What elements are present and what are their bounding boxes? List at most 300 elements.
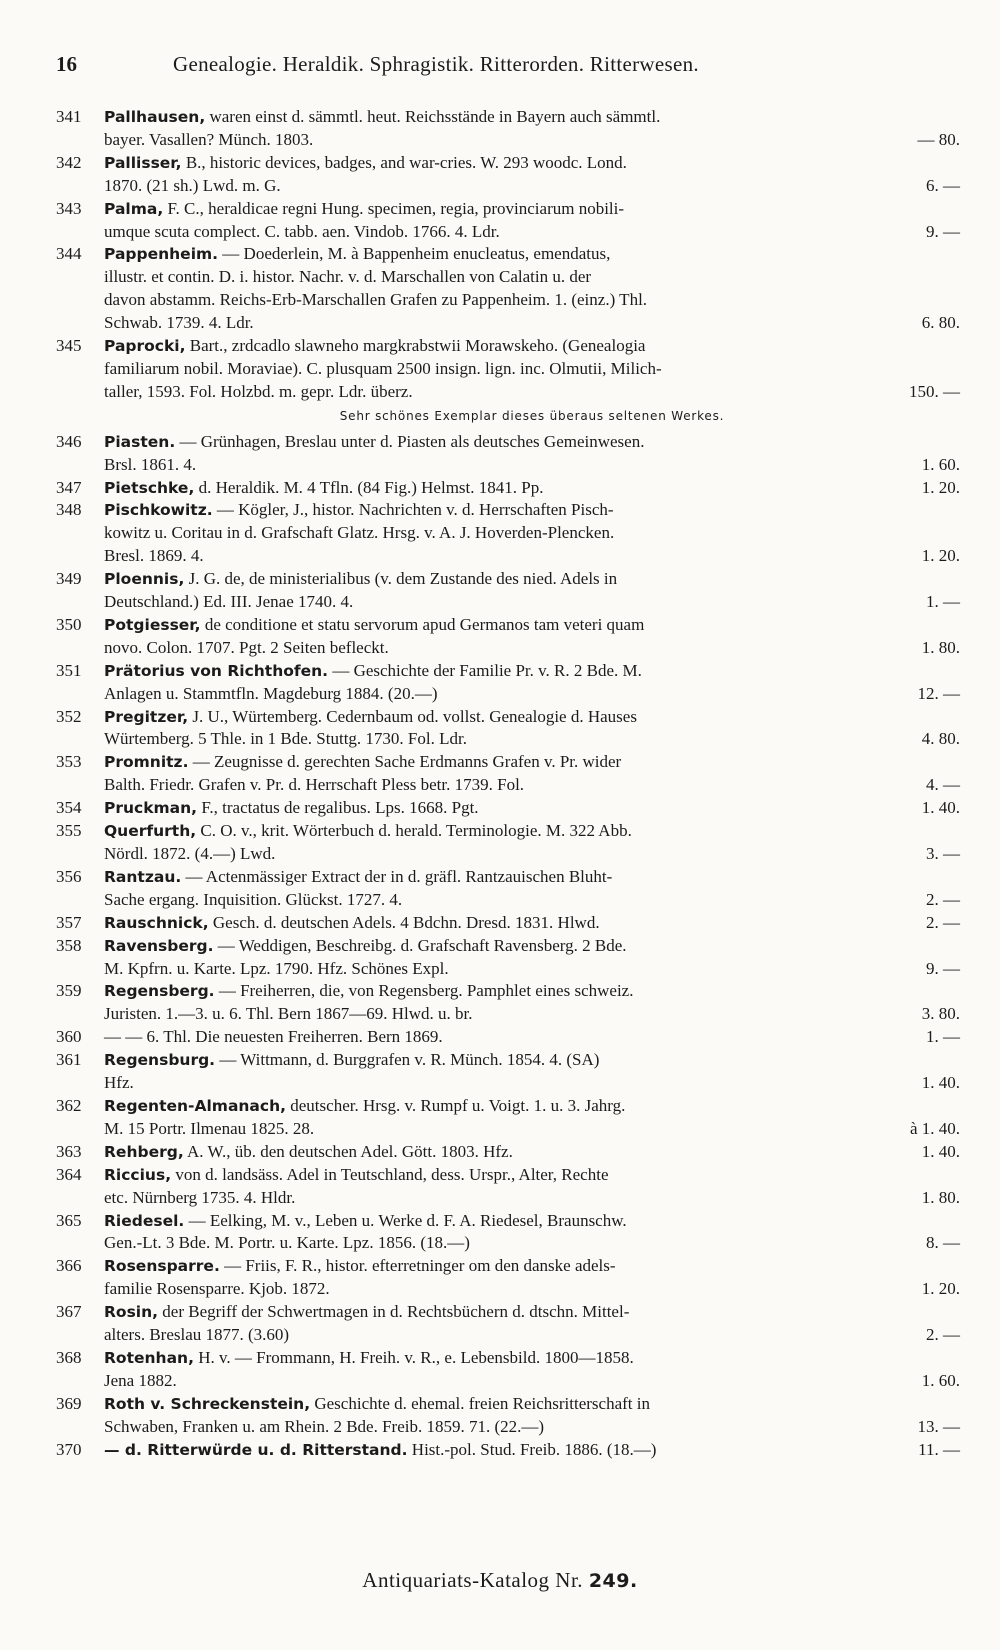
entry-keyword: Regensberg. — [104, 982, 215, 1001]
entry-price: — 80. — [917, 129, 960, 149]
entry-body — [104, 106, 960, 152]
entry-line — [104, 935, 960, 958]
entry-number: 367 — [56, 1302, 82, 1322]
entry-line — [104, 289, 960, 312]
entry-line-text: deutscher. Hrsg. v. Rumpf u. Voigt. 1. u. 3. Jahrg. — [290, 1095, 626, 1115]
entry-number: 342 — [56, 152, 82, 172]
entry-line-text: F. C., heraldicae regni Hung. specimen, regia, provinciarum nobili- — [167, 198, 625, 218]
entry-price: 8. — — [926, 1233, 960, 1253]
entry-body — [104, 1210, 960, 1256]
entry-price: 4. 80. — [921, 729, 960, 749]
entry-number: 361 — [56, 1050, 82, 1070]
entry-number: 363 — [56, 1141, 82, 1161]
entry-line — [104, 381, 960, 404]
entry-line-text: — — 6. Thl. Die neuesten Freiherren. Bern 1869. — [104, 1027, 443, 1047]
entry-line — [104, 614, 960, 637]
entry-keyword: Prätorius von Richthofen. — [104, 661, 329, 680]
entry-line — [104, 889, 960, 912]
entry-text — [104, 1394, 650, 1413]
entry-price: 6. — — [926, 175, 960, 195]
entry-keyword: Rauschnick, — [104, 913, 209, 932]
entry-number: 351 — [56, 660, 82, 680]
entry-line — [104, 1347, 960, 1370]
entry-price: 9. — — [926, 958, 960, 978]
entry-price: 3. — — [926, 844, 960, 863]
entry-line-text: Gen.-Lt. 3 Bde. M. Portr. u. Karte. Lpz. 1856. (18.—) — [104, 1233, 470, 1253]
entry-body — [104, 499, 960, 568]
entry-number: 362 — [56, 1095, 82, 1115]
entry-text — [104, 1072, 134, 1095]
entry-line-text: der Begriff der Schwertmagen in d. Rechtsbüchern d. dtschn. Mittel- — [162, 1302, 630, 1322]
entry-keyword: Rantzau. — [104, 867, 182, 886]
entry-body — [104, 152, 960, 198]
catalog-entry — [56, 1255, 960, 1301]
entry-body — [104, 706, 960, 752]
entry-line-text: Anlagen u. Stammtfln. Magdeburg 1884. (20.—) — [104, 683, 438, 703]
entry-keyword: Pischkowitz. — [104, 501, 213, 520]
entry-line-text: novo. Colon. 1707. Pgt. 2 Seiten befleckt. — [104, 637, 389, 657]
entry-line-text: bayer. Vasallen? Münch. 1803. — [104, 129, 314, 149]
entry-line-text: J. U., Würtemberg. Cedernbaum od. vollst. Genealogie d. Hauses — [192, 706, 637, 726]
entry-price: 150. — — [909, 381, 960, 401]
entry-line-text: Sache ergang. Inquisition. Glückst. 1727. 4. — [104, 889, 403, 909]
entry-number: 345 — [56, 336, 82, 356]
catalog-number: 249. — [588, 1570, 638, 1592]
entry-price: 4. — — [926, 775, 960, 795]
entry-line — [104, 312, 960, 335]
entry-price: 1. 40. — [921, 1073, 960, 1093]
entry-number: 358 — [56, 935, 82, 955]
entry-line-text: — Eelking, M. v., Leben u. Werke d. F. A. Riedesel, Braunschw. — [188, 1210, 627, 1230]
catalog-entry — [56, 1439, 960, 1462]
entry-line-text: alters. Breslau 1877. (3.60) — [104, 1325, 290, 1345]
entry-text — [104, 290, 647, 309]
entry-text — [104, 707, 637, 726]
entry-keyword: — d. Ritterwürde u. d. Ritterstand. — [104, 1440, 408, 1459]
entry-line — [104, 175, 960, 198]
catalog-entry — [56, 1347, 960, 1393]
entry-body — [104, 935, 960, 981]
entry-text — [104, 199, 624, 218]
entry-text — [104, 981, 633, 1000]
entry-line-text: familie Rosensparre. Kjob. 1872. — [104, 1279, 330, 1299]
entry-text — [104, 381, 413, 404]
entry-text — [104, 454, 196, 477]
entry-line — [104, 106, 960, 129]
entry-line — [104, 706, 960, 729]
entry-text — [104, 175, 281, 198]
entry-line-text: Würtemberg. 5 Thle. in 1 Bde. Stuttg. 1730. Fol. Ldr. — [104, 729, 467, 749]
entry-keyword: Piasten. — [104, 432, 176, 451]
entry-line-text: waren einst d. sämmtl. heut. Reichsstände in Bayern auch sämmtl. — [209, 107, 661, 126]
entry-line-text: Bart., zrdcadlo slawneho margkrabstwii Morawskeho. (Genealogia — [189, 336, 646, 356]
entry-line — [104, 1049, 960, 1072]
entry-line-text: Geschichte d. ehemal. freien Reichsritterschaft in — [314, 1393, 650, 1413]
catalog-entry — [56, 152, 960, 198]
entry-line — [104, 152, 960, 175]
entry-keyword: Rehberg, — [104, 1142, 184, 1161]
entry-line-text: — Weddigen, Beschreibg. d. Grafschaft Ravensberg. 2 Bde. — [217, 935, 627, 955]
entry-number: 370 — [56, 1439, 82, 1459]
entry-line-text: d. Heraldik. M. 4 Tfln. (84 Fig.) Helmst. 1841. Pp. — [198, 477, 544, 497]
entry-text — [104, 1211, 627, 1230]
entry-text — [104, 661, 642, 680]
catalog-entry — [56, 477, 960, 500]
entry-line — [104, 545, 960, 568]
entry-number: 354 — [56, 798, 82, 818]
entry-line-text: Gesch. d. deutschen Adels. 4 Bdchn. Dresd. 1831. Hlwd. — [212, 912, 600, 932]
entry-text — [104, 359, 662, 378]
entry-line-text: — Friis, F. R., histor. efterretninger om den danske adels- — [224, 1256, 616, 1276]
entry-line — [104, 980, 960, 1003]
entry-price: 1. 20. — [921, 546, 960, 566]
entry-line-text: — Actenmässiger Extract der in d. gräfl. Rantzauischen Bluht- — [185, 866, 613, 886]
entry-body — [104, 614, 960, 660]
entry-line — [104, 1255, 960, 1278]
entry-text — [104, 1141, 513, 1164]
entry-line — [104, 660, 960, 683]
entry-line-text: Brsl. 1861. 4. — [104, 454, 197, 474]
entry-line — [104, 820, 960, 843]
entry-body — [104, 660, 960, 706]
entry-text — [104, 545, 204, 568]
entry-line-text: Bresl. 1869. 4. — [104, 546, 204, 566]
entry-text — [104, 958, 449, 981]
catalog-entry — [56, 706, 960, 752]
entry-keyword: Regensburg. — [104, 1051, 216, 1070]
entry-line — [104, 1324, 960, 1347]
entry-price: 1. 40. — [921, 798, 960, 818]
entry-line-text: — Doederlein, M. à Bappenheim enucleatus, emendatus, — [222, 244, 611, 264]
entry-keyword: Ravensberg. — [104, 936, 214, 955]
entry-text — [104, 683, 438, 706]
entry-keyword: Pallisser, — [104, 153, 182, 172]
entry-text — [104, 221, 500, 244]
entry-line-text: Schwab. 1739. 4. Ldr. — [104, 313, 254, 333]
entry-text — [104, 797, 479, 820]
entry-line — [104, 266, 960, 289]
entry-text — [104, 1302, 629, 1321]
entry-line — [104, 1003, 960, 1026]
entry-line-text: Balth. Friedr. Grafen v. Pr. d. Herrschaft Pless betr. 1739. Fol. — [104, 775, 525, 795]
entry-line-text: umque scuta complect. C. tabb. aen. Vindob. 1766. 4. Ldr. — [104, 221, 500, 241]
entry-text — [104, 912, 600, 935]
entry-text — [104, 843, 275, 866]
entry-line — [104, 522, 960, 545]
entry-text — [104, 936, 627, 955]
entry-price: 11. — — [918, 1439, 960, 1459]
catalog-entry — [56, 1393, 960, 1439]
entry-body — [104, 477, 960, 500]
catalog-entry — [56, 660, 960, 706]
entry-body — [104, 1164, 960, 1210]
entry-text — [104, 1324, 289, 1347]
entry-body — [104, 820, 960, 866]
entry-line-text: Jena 1882. — [104, 1370, 177, 1390]
entry-body — [104, 568, 960, 614]
entry-keyword: Riedesel. — [104, 1211, 185, 1230]
entry-text — [104, 153, 627, 172]
entry-keyword: Pietschke, — [104, 478, 195, 497]
entry-text — [104, 867, 612, 886]
entry-number: 353 — [56, 752, 82, 772]
entry-number: 348 — [56, 500, 82, 520]
catalog-entry — [56, 820, 960, 866]
entry-line — [104, 797, 960, 820]
entry-number: 359 — [56, 981, 82, 1001]
entry-text — [104, 107, 660, 126]
entry-keyword: Rotenhan, — [104, 1348, 194, 1367]
entry-text — [104, 1439, 656, 1462]
catalog-entry — [56, 614, 960, 660]
catalog-entry — [56, 751, 960, 797]
entry-line — [104, 1164, 960, 1187]
entry-number: 344 — [56, 244, 82, 264]
entry-text — [104, 1370, 177, 1393]
page-header — [56, 52, 960, 92]
entry-text — [104, 752, 621, 771]
catalog-entry — [56, 499, 960, 568]
entry-body — [104, 1141, 960, 1164]
entry-text — [104, 312, 254, 335]
entry-line — [104, 358, 960, 381]
entry-number: 343 — [56, 198, 82, 218]
entry-text — [104, 267, 591, 286]
entry-body — [104, 1439, 960, 1462]
entry-text — [104, 569, 617, 588]
entry-text — [104, 432, 644, 451]
entry-body — [104, 797, 960, 820]
page-footer — [0, 1568, 1000, 1593]
entry-text — [104, 1165, 609, 1184]
entry-price: 3. 80. — [921, 1004, 960, 1024]
entry-number: 356 — [56, 866, 82, 886]
entry-note: Sehr schönes Exemplar dieses überaus seltenen Werkes. — [339, 408, 725, 423]
entry-keyword: Paprocki, — [104, 337, 186, 356]
entry-line — [104, 1416, 960, 1439]
entry-body — [104, 1301, 960, 1347]
entry-line — [104, 1393, 960, 1416]
entry-text — [104, 129, 313, 152]
entry-price: 1. 60. — [921, 1370, 960, 1390]
entry-line-text: C. O. v., krit. Wörterbuch d. herald. Terminologie. M. 322 Abb. — [200, 821, 632, 841]
entry-text — [104, 1416, 544, 1439]
entry-line-text: davon abstamm. Reichs-Erb-Marschallen Grafen zu Pappenheim. 1. (einz.) Thl. — [104, 290, 648, 310]
entry-line — [104, 866, 960, 889]
catalog-entry — [56, 243, 960, 335]
entry-line — [104, 591, 960, 614]
entry-line-text: taller, 1593. Fol. Holzbd. m. gepr. Ldr. überz. — [104, 381, 413, 401]
entry-number: 347 — [56, 477, 82, 497]
entry-body — [104, 1393, 960, 1439]
catalog-entry — [56, 568, 960, 614]
entry-line — [104, 1210, 960, 1233]
entry-line-text: Juristen. 1.—3. u. 6. Thl. Bern 1867—69. Hlwd. u. br. — [104, 1004, 473, 1024]
entry-line — [104, 431, 960, 454]
entry-number: 364 — [56, 1164, 82, 1184]
entry-line — [104, 1187, 960, 1210]
catalog-entry — [56, 1049, 960, 1095]
entry-text — [104, 1232, 470, 1255]
entry-body — [104, 866, 960, 912]
entry-line — [104, 454, 960, 477]
entry-line-text: de conditione et statu servorum apud Germanos tam veteri quam — [204, 614, 645, 634]
catalog-entry — [56, 1095, 960, 1141]
entry-line-text: — Wittmann, d. Burggrafen v. R. Münch. 1854. 4. (SA) — [219, 1050, 600, 1070]
entry-price: 1. 80. — [921, 1187, 960, 1207]
entry-keyword: Pregitzer, — [104, 707, 189, 726]
catalog-label: Antiquariats-Katalog Nr. — [362, 1568, 584, 1592]
entry-line-text: H. v. — Frommann, H. Freih. v. R., e. Lebensbild. 1800—1858. — [198, 1347, 634, 1367]
entry-line — [104, 1278, 960, 1301]
entry-line-text: von d. landsäss. Adel in Teutschland, dess. Urspr., Alter, Rechte — [175, 1164, 609, 1184]
catalog-entry — [56, 198, 960, 244]
entry-line — [104, 198, 960, 221]
entry-line-text: — Zeugnisse d. gerechten Sache Erdmanns Grafen v. Pr. wider — [192, 752, 622, 772]
entry-line-text: — Geschichte der Familie Pr. v. R. 2 Bde. M. — [332, 660, 642, 680]
entry-body — [104, 912, 960, 935]
entry-text — [104, 244, 610, 263]
entry-text — [104, 1118, 314, 1141]
entry-line — [104, 243, 960, 266]
entry-line-text: Hfz. — [104, 1073, 134, 1093]
entry-body — [104, 1026, 960, 1049]
entry-keyword: Rosensparre. — [104, 1257, 220, 1276]
entry-price: 2. — — [926, 912, 960, 932]
entry-line — [104, 1301, 960, 1324]
page-number: 16 — [56, 52, 77, 76]
catalog-entry — [56, 1210, 960, 1256]
entry-keyword: Pruckman, — [104, 799, 198, 818]
entry-price: 2. — — [926, 889, 960, 909]
entry-line — [104, 843, 960, 866]
entry-line-text: J. G. de, de ministerialibus (v. dem Zustande des nied. Adels in — [188, 569, 618, 589]
entry-line — [104, 637, 960, 660]
entry-body — [104, 1095, 960, 1141]
entry-text — [104, 591, 353, 614]
entry-line-text: — Freiherren, die, von Regensberg. Pamphlet eines schweiz. — [218, 981, 634, 1001]
entry-price: 13. — — [917, 1416, 960, 1436]
entry-text — [104, 728, 467, 751]
entry-number: 346 — [56, 431, 82, 451]
entry-price: 1. — — [926, 592, 960, 612]
entry-line-text: kowitz u. Coritau in d. Grafschaft Glatz. Hrsg. v. A. J. Hoverden-Plencken. — [104, 523, 615, 543]
entry-line-text: — Grünhagen, Breslau unter d. Piasten als deutsches Gemeinwesen. — [179, 431, 645, 451]
entry-text — [104, 523, 614, 542]
entry-line-text: Schwaben, Franken u. am Rhein. 2 Bde. Freib. 1859. 71. (22.—) — [104, 1416, 545, 1436]
entry-text — [104, 1278, 330, 1301]
entry-line — [104, 1118, 960, 1141]
running-head: Genealogie. Heraldik. Sphragistik. Ritterorden. Ritterwesen. — [173, 52, 699, 76]
entry-line — [104, 1095, 960, 1118]
entry-line — [104, 129, 960, 152]
entry-keyword: Rosin, — [104, 1303, 159, 1322]
entry-text — [104, 774, 524, 797]
entry-line — [104, 221, 960, 244]
catalog-entry — [56, 866, 960, 912]
entry-line-text: M. Kpfrn. u. Karte. Lpz. 1790. Hfz. Schönes Expl. — [104, 958, 449, 978]
entry-keyword: Pappenheim. — [104, 245, 219, 264]
catalog-entry — [56, 1141, 960, 1164]
entry-text — [104, 615, 644, 634]
entry-line-text: A. W., üb. den deutschen Adel. Gött. 1803. Hfz. — [187, 1141, 513, 1161]
entry-number: 350 — [56, 614, 82, 634]
entry-body — [104, 1255, 960, 1301]
entry-keyword: Ploennis, — [104, 570, 185, 589]
entry-number: 341 — [56, 107, 82, 126]
entry-body — [104, 198, 960, 244]
entry-line — [104, 568, 960, 591]
entry-body — [104, 335, 960, 431]
entry-text — [104, 336, 645, 355]
entry-number: 360 — [56, 1027, 82, 1047]
entry-line-text: Nördl. 1872. (4.—) Lwd. — [104, 844, 276, 863]
entry-keyword: Potgiesser, — [104, 615, 201, 634]
catalog-entry — [56, 1164, 960, 1210]
entry-text — [104, 637, 389, 660]
entry-price: à 1. 40. — [909, 1118, 960, 1138]
entry-text — [104, 1348, 634, 1367]
catalog-entry — [56, 912, 960, 935]
entry-line — [104, 1370, 960, 1393]
entry-price: 1. 40. — [921, 1141, 960, 1161]
entry-line — [104, 751, 960, 774]
entry-number: 352 — [56, 706, 82, 726]
entry-line — [104, 1232, 960, 1255]
entry-line-text: Deutschland.) Ed. III. Jenae 1740. 4. — [104, 592, 354, 612]
entry-line-text: B., historic devices, badges, and war-cries. W. 293 woodc. Lond. — [185, 152, 627, 172]
entry-keyword: Promnitz. — [104, 753, 189, 772]
catalog-entry — [56, 1301, 960, 1347]
entry-keyword: Roth v. Schreckenstein, — [104, 1394, 311, 1413]
entry-number: 365 — [56, 1210, 82, 1230]
entry-price: 9. — — [926, 221, 960, 241]
entry-line — [104, 683, 960, 706]
entry-body — [104, 980, 960, 1026]
entry-body — [104, 1049, 960, 1095]
entry-keyword: Querfurth, — [104, 822, 197, 841]
entry-line — [104, 912, 960, 935]
entry-text — [104, 500, 614, 519]
entry-keyword: Pallhausen, — [104, 108, 206, 126]
entry-number: 366 — [56, 1256, 82, 1276]
entry-line — [104, 477, 960, 500]
entry-text — [104, 1187, 295, 1210]
catalog-entry — [56, 980, 960, 1026]
catalog-entry — [56, 1026, 960, 1049]
entry-line-text: M. 15 Portr. Ilmenau 1825. 28. — [104, 1118, 315, 1138]
catalog-entry — [56, 431, 960, 477]
entry-keyword: Riccius, — [104, 1165, 172, 1184]
entry-line-text: familiarum nobil. Moraviae). C. plusquam 2500 insign. lign. inc. Olmutii, Milich- — [104, 358, 662, 378]
entry-line-text: illustr. et contin. D. i. histor. Nachr. v. d. Marschallen von Calatin u. der — [104, 267, 592, 287]
entry-text — [104, 821, 632, 840]
catalog-entry — [56, 797, 960, 820]
entry-line — [104, 958, 960, 981]
entry-line — [104, 1026, 960, 1049]
entry-text — [104, 1026, 443, 1049]
entry-line — [104, 774, 960, 797]
entry-number: 368 — [56, 1347, 82, 1367]
entry-line-text: 1870. (21 sh.) Lwd. m. G. — [104, 175, 281, 195]
entry-text — [104, 477, 543, 500]
entry-body — [104, 1347, 960, 1393]
entry-line — [104, 1141, 960, 1164]
entry-price: 1. — — [926, 1027, 960, 1047]
entry-price: 12. — — [917, 683, 960, 703]
entry-text — [104, 1050, 599, 1069]
entry-price: 6. 80. — [921, 313, 960, 333]
